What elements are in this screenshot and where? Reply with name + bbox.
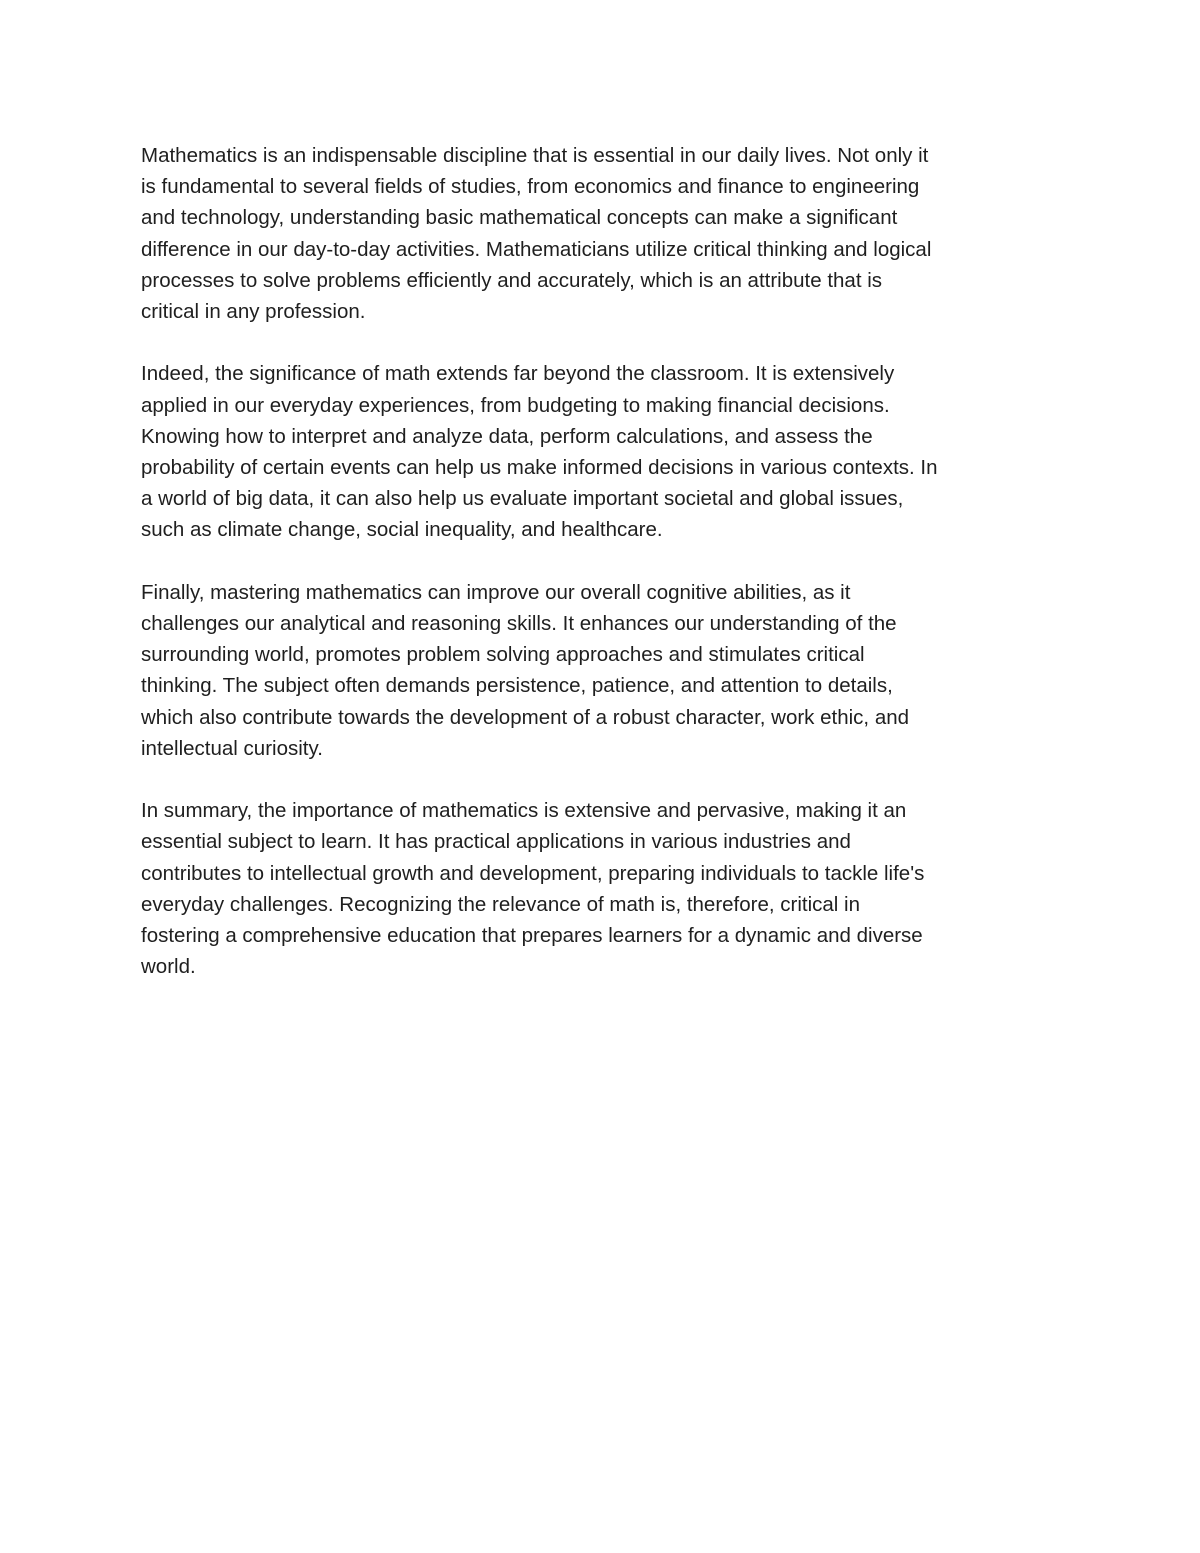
text-line: world.	[141, 955, 196, 979]
text-line: Knowing how to interpret and analyze data, perform calculations, and assess the	[141, 424, 873, 448]
text-line: a world of big data, it can also help us evaluate important societal and global issues,	[141, 487, 904, 511]
text-line: essential subject to learn. It has practical applications in various industries and	[141, 830, 851, 854]
text-line: applied in our everyday experiences, from budgeting to making financial decisions.	[141, 393, 890, 417]
text-line: In summary, the importance of mathematics is extensive and pervasive, making it an	[141, 799, 907, 823]
text-line: is fundamental to several fields of studies, from economics and finance to engineering	[141, 175, 920, 199]
text-line: processes to solve problems efficiently and accurately, which is an attribute that is	[141, 268, 883, 292]
text-line: difference in our day-to-day activities. Mathematicians utilize critical thinking and logical	[141, 237, 932, 261]
text-line: Indeed, the significance of math extends far beyond the classroom. It is extensively	[141, 362, 895, 386]
text-line: which also contribute towards the development of a robust character, work ethic, and	[141, 705, 910, 729]
text-line: fostering a comprehensive education that prepares learners for a dynamic and diverse	[141, 924, 923, 948]
text-line: such as climate change, social inequality, and healthcare.	[141, 518, 663, 542]
text-line: challenges our analytical and reasoning skills. It enhances our understanding of the	[141, 612, 897, 636]
text-line: everyday challenges. Recognizing the relevance of math is, therefore, critical in	[141, 892, 861, 916]
text-line: probability of certain events can help us make informed decisions in various contexts. In	[141, 456, 938, 480]
document-body	[141, 140, 1071, 1014]
text-line: thinking. The subject often demands persistence, patience, and attention to details,	[141, 674, 893, 698]
text-line: intellectual curiosity.	[141, 736, 323, 760]
text-line: and technology, understanding basic mathematical concepts can make a significant	[141, 206, 898, 230]
paragraph-2	[141, 358, 1071, 545]
paragraph-4	[141, 795, 1071, 982]
text-line: surrounding world, promotes problem solving approaches and stimulates critical	[141, 643, 865, 667]
text-line: contributes to intellectual growth and development, preparing individuals to tackle life's	[141, 861, 925, 885]
text-line: Mathematics is an indispensable discipline that is essential in our daily lives. Not only it	[141, 144, 929, 167]
paragraph-1	[141, 140, 1071, 327]
paragraph-3	[141, 577, 1071, 764]
text-line: critical in any profession.	[141, 300, 366, 324]
text-line: Finally, mastering mathematics can improve our overall cognitive abilities, as it	[141, 580, 851, 604]
